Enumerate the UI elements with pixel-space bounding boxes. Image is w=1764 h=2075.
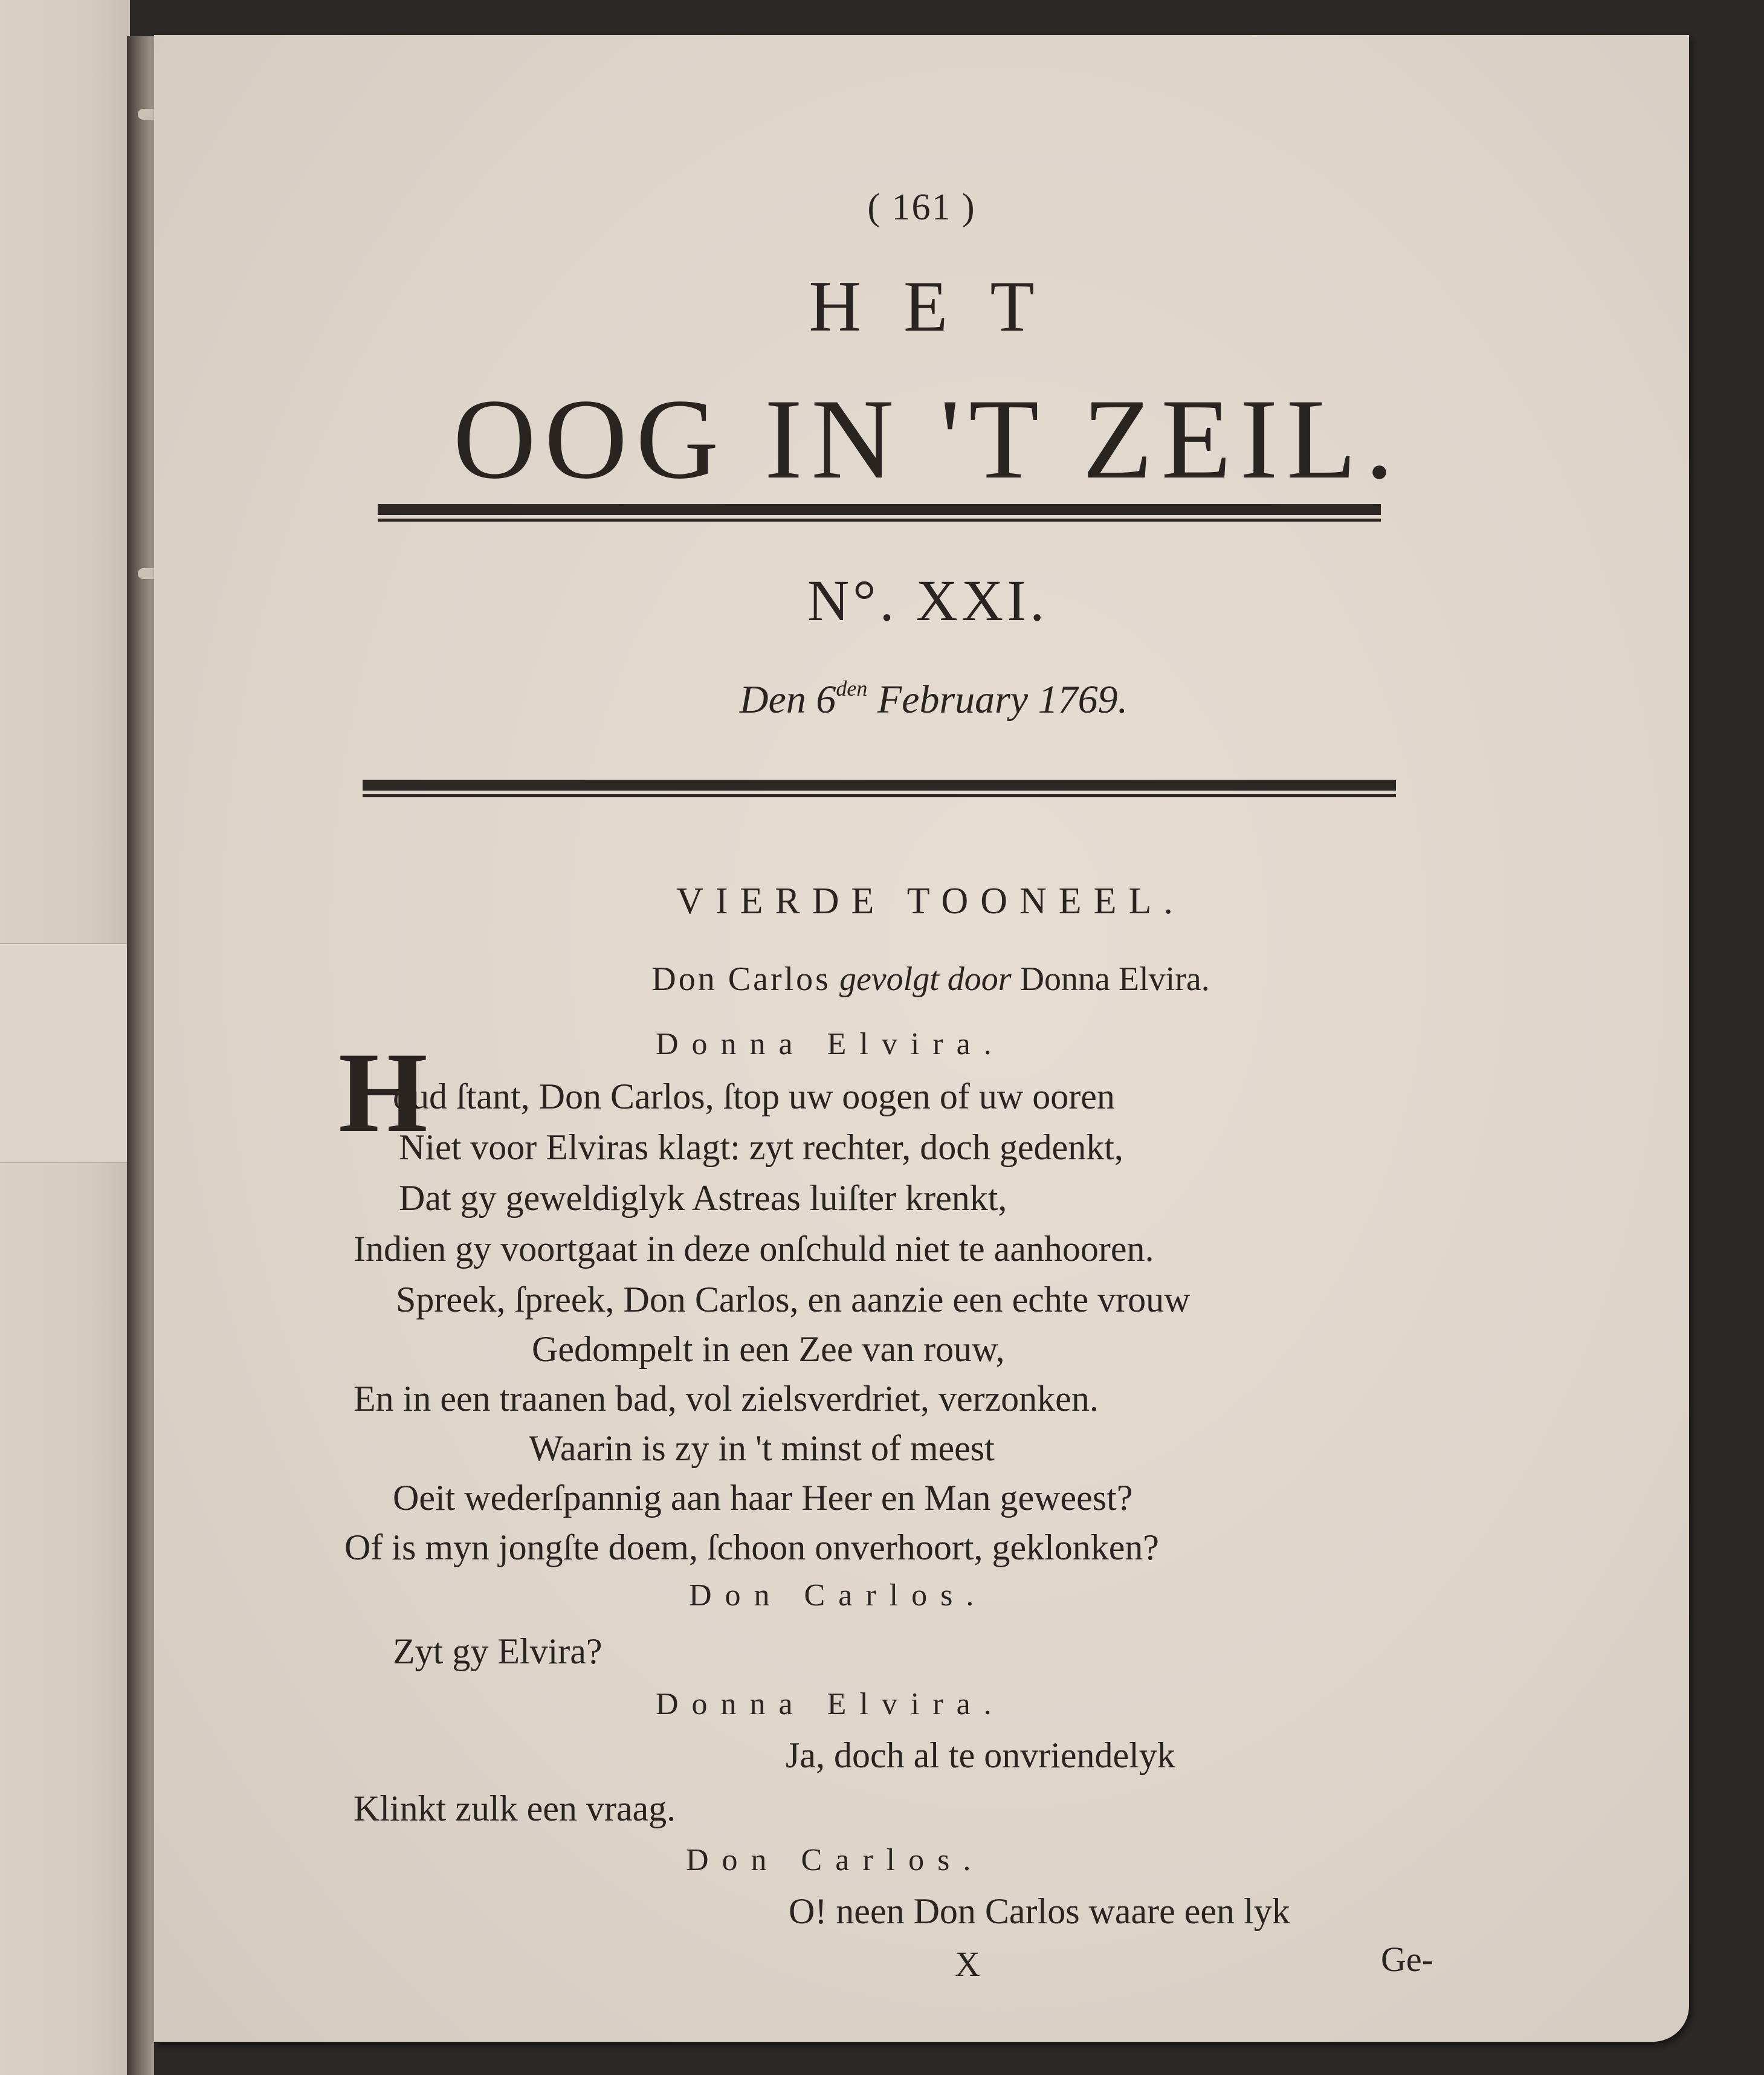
verse-line: En in een traanen bad, vol zielsverdriet, verzonken. [354,1379,1099,1419]
verse-line: Waarin is zy in 't minst of meest [529,1428,995,1468]
page-number: ( 161 ) [867,187,976,228]
speaker-label: Donna Elvira. [656,1027,1005,1061]
speaker-label: Don Carlos. [689,1578,987,1613]
verse-line: Dat gy geweldiglyk Astreas luiſter krenkt, [399,1178,1007,1218]
page-title: OOG IN 'T ZEIL. [453,376,1403,503]
speaker-label: Donna Elvira. [656,1687,1005,1721]
divider-rule [363,780,1396,797]
catchword: Ge- [1381,1940,1433,1979]
signature-mark: X [955,1944,980,1984]
act-heading: VIERDE TOONEEL. [676,881,1185,922]
issue-number: N°. XXI. [807,568,1048,633]
issue-date: Den $6^{den}$ February 1769. [739,676,1128,722]
verse-line: oud ſtant, Don Carlos, ſtop uw oogen of uw ooren [393,1076,1115,1116]
background [130,0,1764,35]
verse-line: Spreek, ſpreek, Don Carlos, en aanzie een echte vrouw [396,1280,1191,1319]
drop-cap: H [338,1029,428,1156]
divider-rule [378,504,1381,522]
verse-line: Zyt gy Elvira? [393,1631,603,1671]
verse-line: Gedompelt in een Zee van rouw, [532,1329,1005,1369]
right-page [154,35,1689,2042]
verse-line: O! neen Don Carlos waare een lyk [789,1891,1290,1931]
verse-line: Indien gy voortgaat in deze onſchuld niet te aanhooren. [354,1229,1154,1269]
title-article: HET [809,266,1077,346]
verse-line: Oeit wederſpannig aan haar Heer en Man geweest? [393,1478,1133,1518]
left-page-fold [0,943,130,1163]
verse-line: Ja, doch al te onvriendelyk [786,1735,1175,1775]
book-gutter [127,36,154,2075]
verse-line: Niet voor Elviras klagt: zyt rechter, doch gedenkt, [399,1127,1123,1167]
stage-direction: Don Carlos gevolgt door Donna Elvira. [651,960,1210,998]
speaker-label: Don Carlos. [686,1843,984,1877]
verse-line: Klinkt zulk een vraag. [354,1789,676,1828]
verse-line: Of is myn jongſte doem, ſchoon onverhoort, geklonken? [344,1527,1160,1567]
